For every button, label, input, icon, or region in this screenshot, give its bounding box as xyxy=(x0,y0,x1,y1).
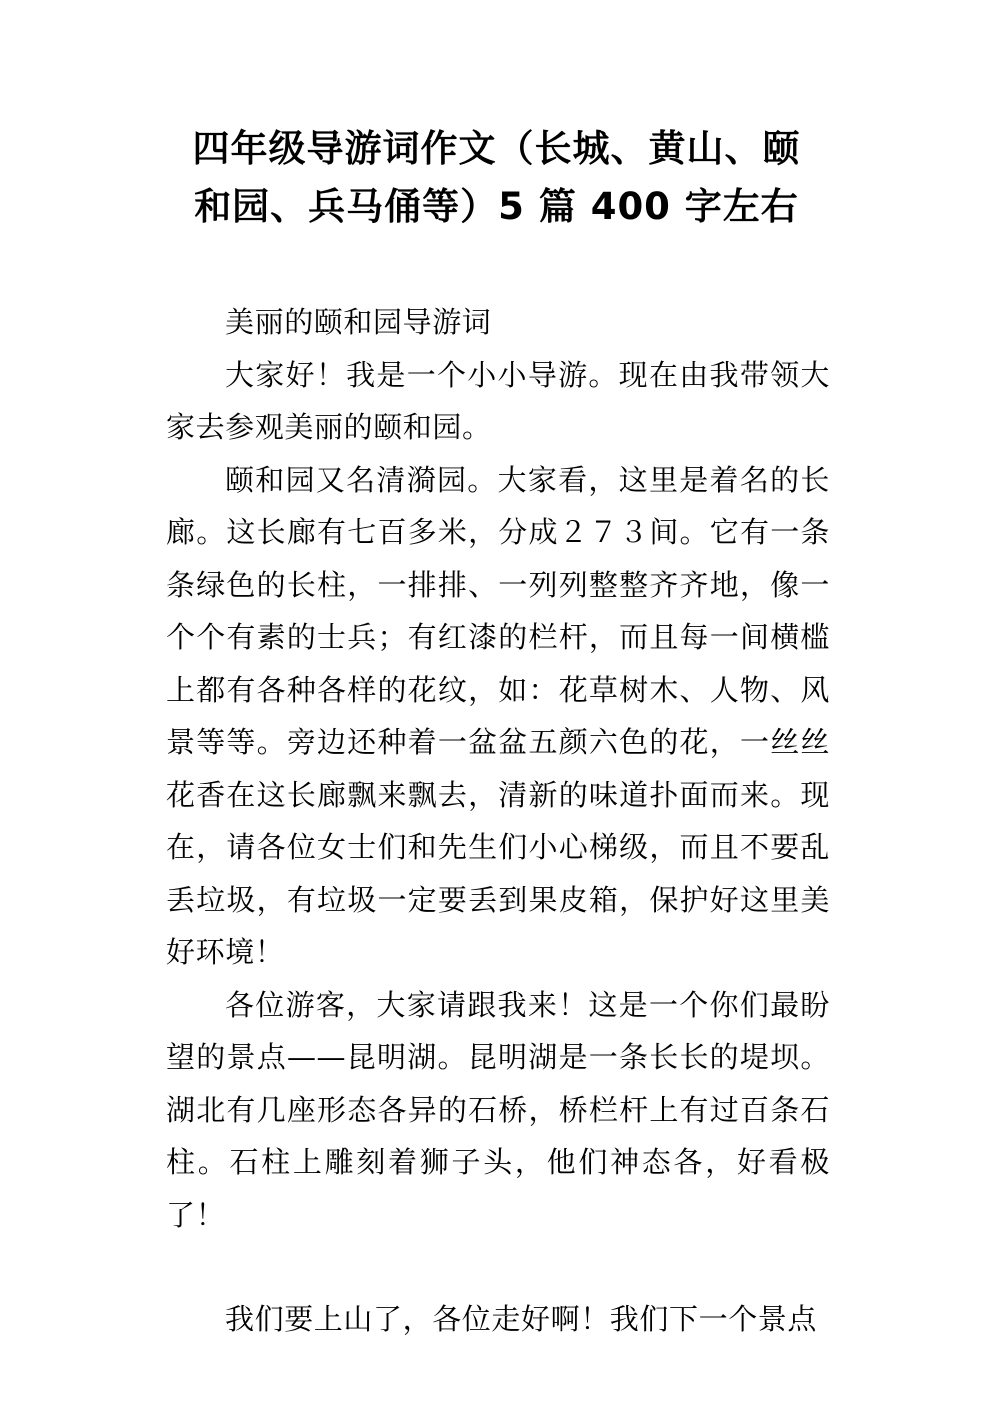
paragraph-kunming-lake: 各位游客，大家请跟我来！这是一个你们最盼望的景点——昆明湖。昆明湖是一条长长的堤坝。湖北有几座形态各异的石桥，桥栏杆上有过百条石柱。石柱上雕刻着狮子头，他们神态各，好看极了！ xyxy=(166,987,830,1232)
document-body xyxy=(166,296,830,1346)
title-line-1: 四年级导游词作文（长城、黄山、颐 xyxy=(192,127,801,170)
title-line-2: 和园、兵马俑等）5 篇 400 字左右 xyxy=(194,185,799,228)
paragraph-mountain: 我们要上山了，各位走好啊！我们下一个景点 xyxy=(225,1302,818,1336)
document-title xyxy=(150,120,843,236)
paragraph-greeting: 大家好！我是一个小小导游。现在由我带领大家去参观美丽的颐和园。 xyxy=(166,357,830,444)
paragraph-subtitle: 美丽的颐和园导游词 xyxy=(225,305,492,339)
paragraph-long-corridor: 颐和园又名清漪园。大家看，这里是着名的长廊。这长廊有七百多米，分成２７３间。它有一条条绿色的长柱，一排排、一列列整整齐齐地，像一个个有素的士兵；有红漆的栏杆，而且每一间横槛上都有各种各样的花纹，如：花草树木、人物、风景等等。旁边还种着一盆盆五颜六色的花，一丝丝花香在这长廊飘来飘去，清新的味道扑面而来。现在，请各位女士们和先生们小心梯级，而且不要乱丢垃圾，有垃圾一定要丢到果皮箱，保护好这里美好环境！ xyxy=(166,462,830,969)
